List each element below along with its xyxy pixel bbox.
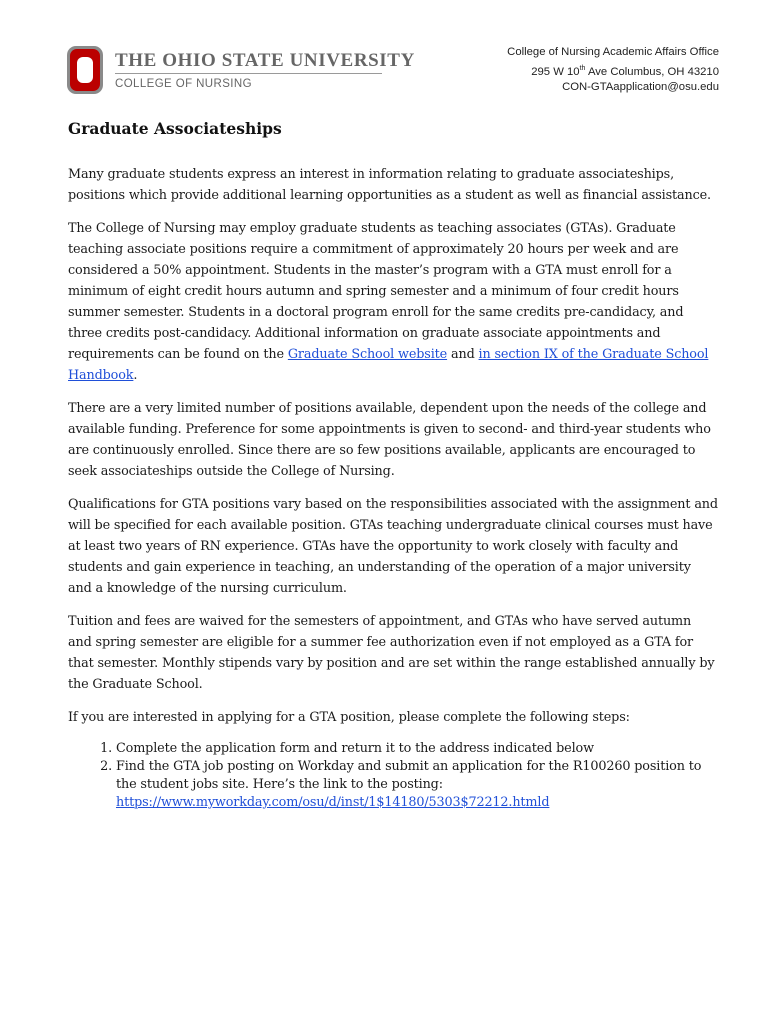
workday-posting-link[interactable]: https://www.myworkday.com/osu/d/inst/1$14180/5303$72212.htmld bbox=[116, 795, 550, 810]
graduate-school-website-link[interactable]: Graduate School website bbox=[287, 347, 448, 362]
list-item bbox=[116, 758, 718, 812]
paragraph-tuition: Tuition and fees are waived for the semesters of appointment, and GTAs who have served autumn and spring semester are eligible for a summer fee authorization even if not employed as a GTA for that semester. Monthly stipends vary by position and are set within the range established annually by the Graduate School. bbox=[68, 614, 715, 692]
paragraph-steps-intro: If you are interested in applying for a GTA position, please complete the following steps: bbox=[68, 710, 630, 725]
paragraph-gta-text: The College of Nursing may employ graduate students as teaching associates (GTAs). Graduate teaching associate positions require a commitment of approximately 20 hours per week and are considered a 50% appointment. Students in the master’s program with a GTA must enroll for a minimum of eight credit hours autumn and spring semester and a minimum of four credit hours summer semester. Students in a doctoral program enroll for the same credits pre-candidacy, and three credits post-candidacy. Additional information on graduate associate appointments and requirements can be found on the bbox=[68, 221, 684, 362]
osu-logo bbox=[67, 46, 415, 96]
street-prefix: 295 W 10 bbox=[531, 65, 580, 78]
street-address bbox=[507, 61, 719, 80]
office-email[interactable]: CON-GTAapplication@osu.edu bbox=[562, 80, 719, 93]
paragraph-and: and bbox=[447, 347, 479, 362]
paragraph-period: . bbox=[133, 368, 138, 383]
step-2-text: Find the GTA job posting on Workday and submit an application for the R100260 position to the student jobs site. Here’s the link to the posting: bbox=[116, 759, 702, 792]
step-1-text: Complete the application form and return it to the address indicated below bbox=[116, 741, 594, 756]
street-suffix: Ave Columbus, OH 43210 bbox=[585, 65, 719, 78]
university-name: THE OHIO STATE UNIVERSITY bbox=[115, 50, 415, 71]
paragraph-availability: There are a very limited number of positions available, dependent upon the needs of the college and available funding. Preference for some appointments is given to second- and third-year students who are continuously enrolled. Since there are so few positions available, applicants are encouraged to seek associateships outside the College of Nursing. bbox=[68, 401, 711, 479]
list-item bbox=[116, 740, 718, 758]
paragraph-gta-description bbox=[68, 218, 718, 386]
college-name: COLLEGE OF NURSING bbox=[115, 78, 252, 90]
block-o-icon bbox=[67, 46, 103, 94]
office-address bbox=[507, 45, 719, 95]
document-body bbox=[68, 164, 718, 812]
street-ordinal: th bbox=[579, 64, 586, 72]
office-name: College of Nursing Academic Affairs Office bbox=[507, 46, 719, 58]
logo-divider bbox=[115, 73, 382, 74]
paragraph-intro: Many graduate students express an interest in information relating to graduate associateships, positions which provide additional learning opportunities as a student as well as financial assistance. bbox=[68, 167, 711, 203]
graduate-handbook-link[interactable]: in section IX of the Graduate School Handbook bbox=[68, 347, 709, 383]
paragraph-qualifications: Qualifications for GTA positions vary based on the responsibilities associated with the assignment and will be specified for each available position. GTAs teaching undergraduate clinical courses must have at least two years of RN experience. GTAs have the opportunity to work closely with faculty and students and gain experience in teaching, an understanding of the operation of a major university and a knowledge of the nursing curriculum. bbox=[68, 497, 718, 596]
application-steps-list bbox=[68, 740, 718, 812]
page-title: Graduate Associateships bbox=[68, 119, 282, 138]
